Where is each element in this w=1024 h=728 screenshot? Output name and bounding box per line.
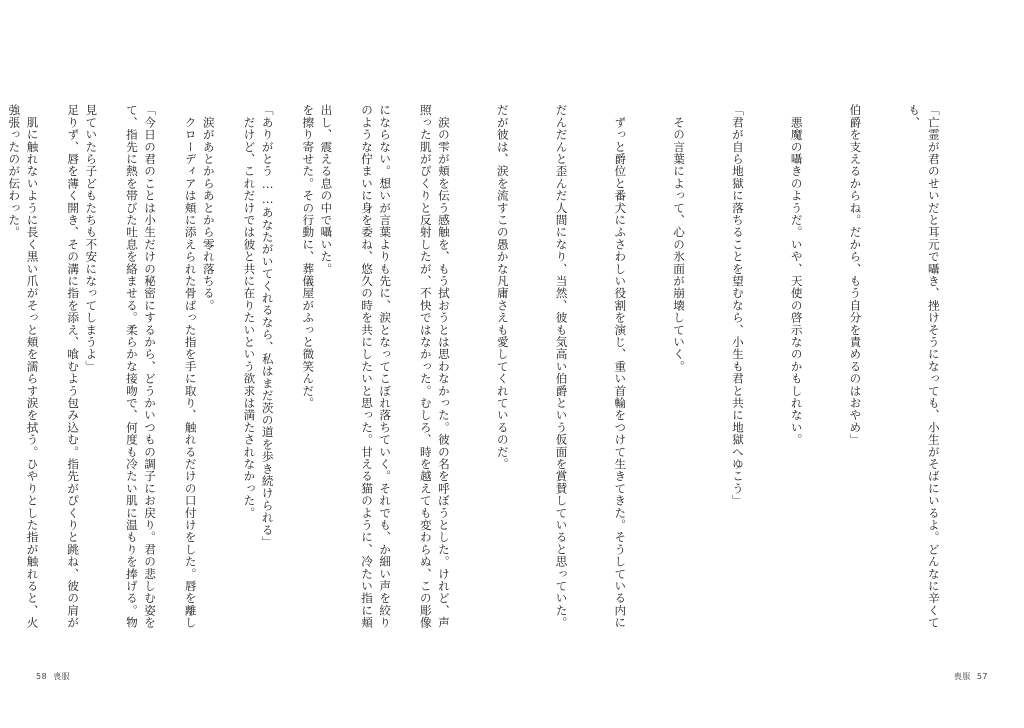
text-line: 涙があとからあとから零れ落ちる。 — [201, 104, 216, 312]
text-line: 「今日の君のことは小生だけの秘密にするから、どうかいつもの調子にお戻り。君の悲しむ姿を — [143, 104, 158, 629]
text-line: 悪魔の囁きのようだ。いや、天使の啓示なのかもしれない。 — [789, 104, 804, 446]
text-line: 足りず、唇を薄く開き、その溝に指を添え、喰むよう包み込む。指先がぴくりと跳ね、彼の肩が — [66, 104, 81, 629]
text-line: だけど、これだけでは彼と共に在りたいという欲求は満たされなかった。 — [242, 104, 257, 519]
text-line: 伯爵を支えるからね。だから、もう自分を責めるのはおやめ」 — [848, 104, 863, 446]
text-line: 肌に触れないように長く黒い爪がそっと頬を濡らす涙を拭う。ひやりとした指が触れると、火 — [25, 104, 40, 629]
text-line: 涙の雫が頬を伝う感触を、もう拭おうとは思わなかった。彼の名を呼ぼうとした。けれど、声 — [436, 104, 451, 629]
text-line: 強張ったのが伝わった。 — [7, 104, 22, 239]
page-58-folio — [36, 671, 70, 682]
running-header: 喪服 — [53, 672, 71, 681]
text-line: クローディアは頬に添えられた骨ばった指を手に取り、触れるだけの口付けをした。唇を離し — [183, 104, 198, 629]
page-number: 58 — [36, 672, 48, 681]
text-line: にならない。想いが言葉よりも先に、涙となってこぼれ落ちていく。それでも、か細い声を絞り — [378, 104, 393, 629]
page-number: 57 — [976, 672, 988, 681]
text-line: その言葉によって、心の氷面が崩壊していく。 — [672, 104, 687, 373]
text-line: 照った肌がぴくりと反射したが、不快ではなかった。むしろ、時を越えても変わらぬ、この彫像 — [418, 104, 433, 629]
text-line: だが彼は、涙を流すこの愚かな凡庸さえも愛してくれているのだ。 — [495, 104, 510, 470]
text-line: だんだんと歪んだ人間になり、当然、彼も気高い伯爵という仮面を賞賛していると思っていた。 — [554, 104, 569, 629]
running-header: 喪服 — [953, 672, 971, 681]
text-line: ずっと爵位と番犬にふさわしい役割を演じ、重い首輪をつけて生きてきた。そうしている内に — [613, 104, 628, 629]
text-line: 「亡霊が君のせいだと耳元で囁き、挫けそうになっても、小生がそばにいるよ。どんなに辛くても、 — [907, 104, 941, 629]
text-line: 見ていたら子どもたちも不安になってしまうよ」 — [84, 104, 99, 373]
text-line: のような佇まいに身を委ね、悠久の時を共にしたいと思った。甘える猫のように、冷たい指に頬 — [360, 104, 375, 629]
page-57-folio — [954, 671, 988, 682]
text-line: を擦り寄せた。その行動に、葬儀屋がふっと微笑んだ。 — [301, 104, 316, 409]
text-line: 出し、震える息の中で囁いた。 — [319, 104, 334, 275]
text-line: 「君が自ら地獄に落ちることを望むなら、小生も君と共に地獄へゆこう」 — [730, 104, 745, 507]
text-line: て、指先に熱を帯びた吐息を絡ませる。柔らかな接吻で、何度も冷たい肌に温もりを捧げる。物 — [124, 104, 139, 629]
text-line: 「ありがとう……あなたがいてくれるなら、私はまだ茨の道を歩き続けられる」 — [260, 104, 275, 548]
